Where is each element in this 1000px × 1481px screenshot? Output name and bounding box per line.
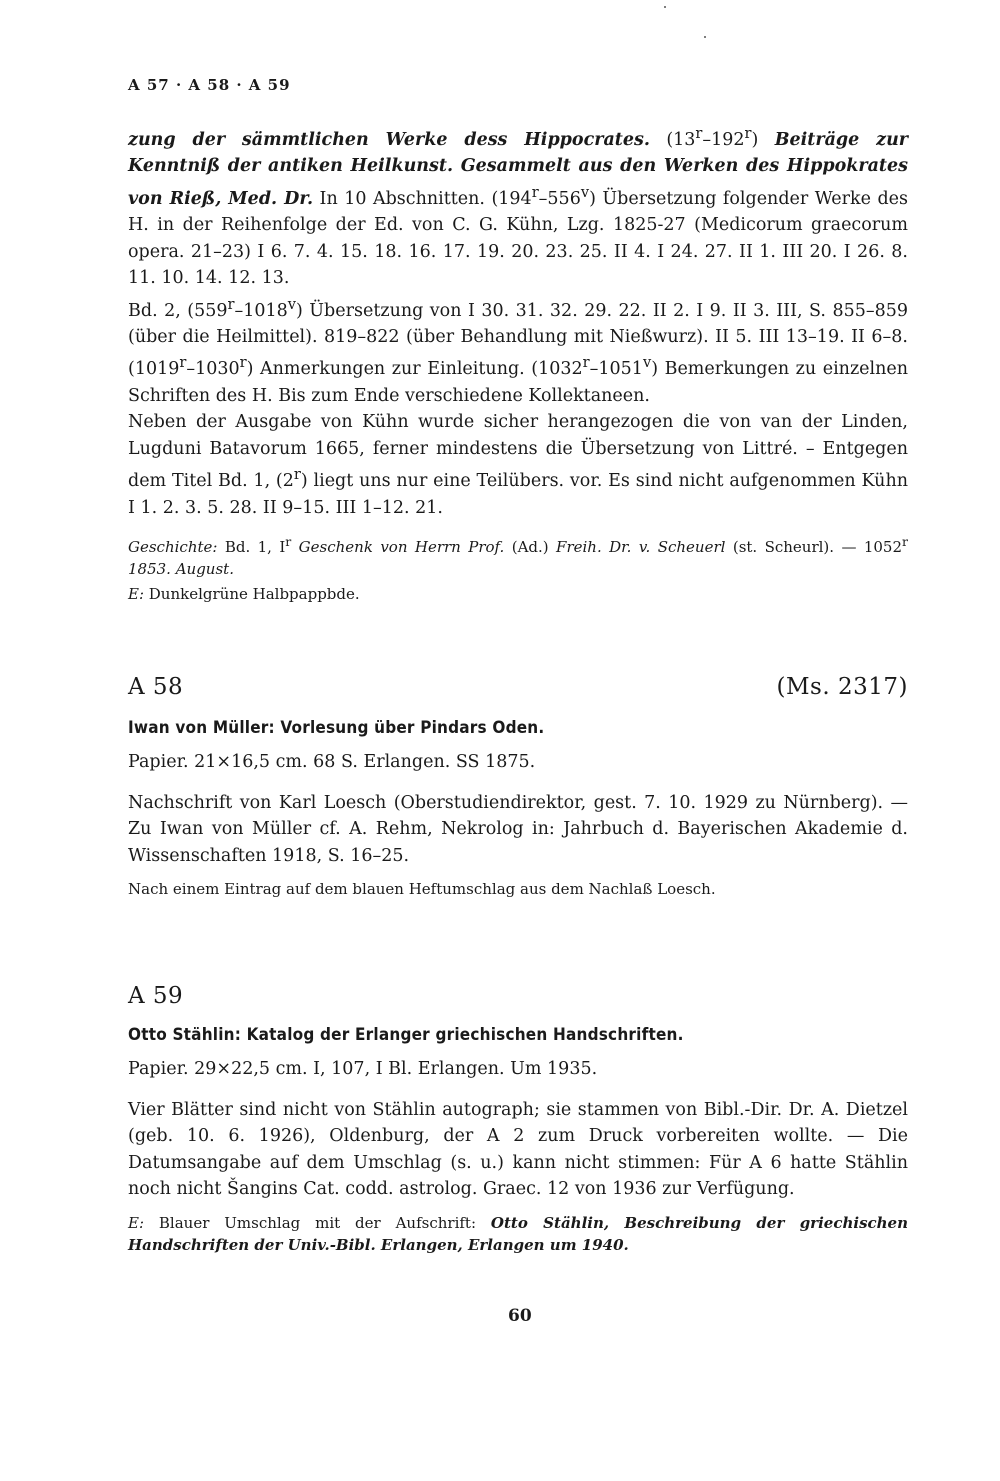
entry-a58-header: [128, 674, 908, 700]
entry-a58-meta: Papier. 21×16,5 cm. 68 S. Erlangen. SS 1875.: [128, 752, 536, 772]
a57-paragraph-1: zung der sämmtlichen Werke dess Hippocrates. (13$^r$–192$^r$) Beiträge zur Kenntniß der antiken Heilkunst. Gesammelt aus den Werken des Hippokrates von Rieß, Med. Dr. In 10 Abschnitten. (194$^r$–556$^v$) Übersetzung folgender Werke des H. in der Reihenfolge der Ed. von C. G. Kühn, Lzg. 1825-27 (Medicorum graecorum opera. 21–23) I 6. 7. 4. 15. 18. 16. 17. 19. 20. 23. 25. II 4. I 24. 27. II 1. III 20. I 26. 8. 11. 10. 14. 12. 13.: [128, 125, 909, 289]
entry-a59-meta: Papier. 29×22,5 cm. I, 107, I Bl. Erlangen. Um 1935.: [128, 1059, 598, 1079]
a57-binding-note: E: Dunkelgrüne Halbpappbde.: [128, 585, 360, 604]
entry-a59-binding-note: E: Blauer Umschlag mit der Aufschrift: Otto Stählin, Beschreibung der griechischen Handschriften der Univ.-Bibl. Erlangen, Erlangen um 1940.: [128, 1213, 908, 1254]
entry-a59-id: A 59: [128, 983, 184, 1009]
a57-history-note: Geschichte: Bd. 1, $I^r$ Geschenk von Herrn Prof. (Ad.) Freih. Dr. v. Scheuerl (st. Scheurl). — 1052$^r$ 1853. August.: [128, 534, 909, 579]
entry-a59-body: [128, 1056, 908, 1256]
entry-a58-body: [128, 749, 908, 900]
page-number: 60: [508, 1306, 532, 1326]
entry-a59-title: Otto Stählin: Katalog der Erlanger griechischen Handschriften.: [128, 1025, 684, 1045]
entry-a57-continuation: [128, 121, 908, 605]
scan-speck: [704, 36, 706, 38]
entry-a58-title: Iwan von Müller: Vorlesung über Pindars Oden.: [128, 718, 545, 738]
entry-a58-shelfmark: (Ms. 2317): [776, 674, 908, 700]
entry-a59-header: [128, 983, 908, 1009]
entry-a58-paragraph: Nachschrift von Karl Loesch (Oberstudiendirektor, gest. 7. 10. 1929 zu Nürnberg). — Zu Iwan von Müller cf. A. Rehm, Nekrolog in: Jahrbuch d. Bayerischen Akademie d. Wissenschaften 1918, S. 16–25.: [128, 792, 908, 866]
entry-a58-note: Nach einem Eintrag auf dem blauen Heftumschlag aus dem Nachlaß Loesch.: [128, 880, 716, 898]
entry-a59-paragraph: Vier Blätter sind nicht von Stählin autograph; sie stammen von Bibl.-Dir. Dr. A. Dietzel (geb. 10. 6. 1926), Oldenburg, der A 2 zum Druck vorbereiten wollte. — Die Datumsangabe auf dem Umschlag (s. u.) kann nicht stimmen: Für A 6 hatte Stählin noch nicht Šangins Cat. codd. astrolog. Graec. 12 von 1936 zur Verfügung.: [128, 1099, 908, 1199]
a57-paragraph-3: Neben der Ausgabe von Kühn wurde sicher herangezogen die von van der Linden, Lugduni Batavorum 1665, ferner mindestens die Übersetzung von Littré. – Entgegen dem Titel Bd. 1, (2$^r$) liegt uns nur eine Teilübers. vor. Es sind nicht aufgenommen Kühn I 1. 2. 3. 5. 28. II 9–15. III 1–12. 21.: [128, 412, 908, 518]
scan-speck: [664, 6, 666, 8]
entry-a58-id: A 58: [128, 674, 184, 700]
running-head: A 57 · A 58 · A 59: [128, 76, 291, 94]
a57-paragraph-2: Bd. 2, (559$^r$–1018$^v$) Übersetzung von I 30. 31. 32. 29. 22. II 2. I 9. II 3. III, S. 855–859 (über die Heilmittel). 819–822 (über Behandlung mit Nießwurz). II 5. III 13–19. II 6–8. (1019$^r$–1030$^r$) Anmerkungen zur Einleitung. (1032$^r$–1051$^v$) Bemerkungen zu einzelnen Schriften des H. Bis zum Ende verschiedene Kollektaneen.: [128, 295, 909, 406]
